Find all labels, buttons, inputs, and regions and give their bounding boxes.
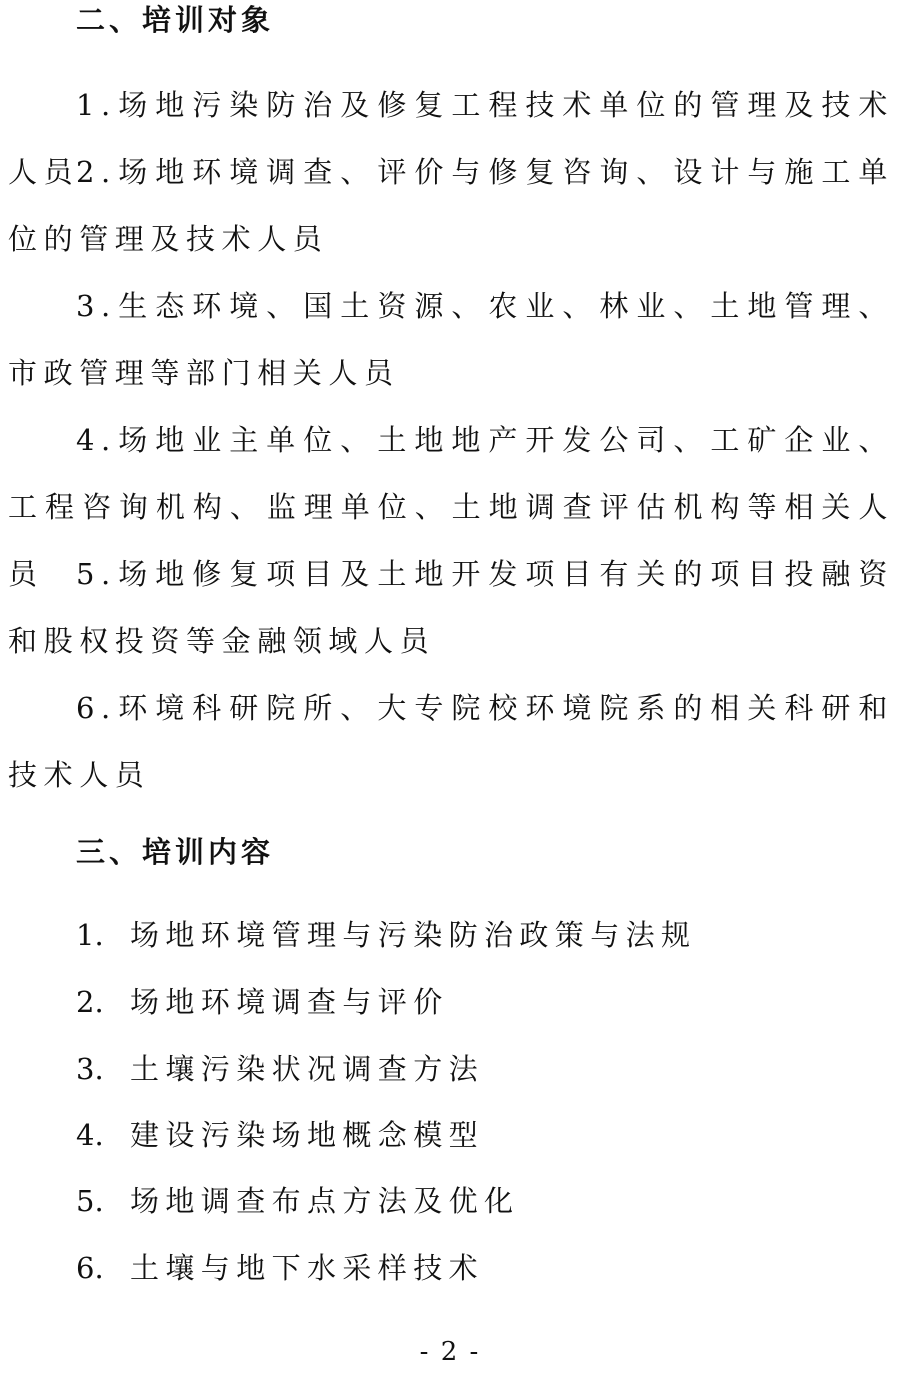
- content-item-text: 场地环境管理与污染防治政策与法规: [130, 918, 697, 952]
- content-item-5: [76, 1181, 519, 1221]
- target-item-5: 5.场地修复项目及土地开发项目有关的项目投融资和股权投资等金融领域人员: [8, 557, 894, 658]
- content-item-text: 土壤污染状况调查方法: [130, 1052, 485, 1086]
- target-item-4: 4.场地业主单位、土地地产开发公司、工矿企业、工程咨询机构、监理单位、土地调查评估机构等相关人员: [8, 423, 894, 591]
- content-item-6: [76, 1248, 484, 1288]
- content-item-3: [76, 1049, 484, 1089]
- content-item-number: 6.: [76, 1251, 104, 1285]
- content-item-text: 土壤与地下水采样技术: [130, 1251, 485, 1285]
- section-heading-training-targets: 二、培训对象: [76, 3, 275, 37]
- content-item-text: 建设污染场地概念模型: [130, 1118, 485, 1152]
- content-item-number: 2.: [76, 985, 104, 1019]
- content-item-number: 5.: [76, 1184, 104, 1218]
- page-number: - 2 -: [419, 1337, 481, 1367]
- section-heading-training-content: 三、培训内容: [76, 835, 275, 869]
- content-item-number: 1.: [76, 918, 104, 952]
- target-item-2: 2.场地环境调查、评价与修复咨询、设计与施工单位的管理及技术人员: [8, 155, 894, 256]
- content-item-4: [76, 1115, 484, 1155]
- content-item-text: 场地环境调查与评价: [130, 985, 449, 1019]
- content-item-number: 3.: [76, 1052, 104, 1086]
- target-item-6: 6.环境科研院所、大专院校环境院系的相关科研和技术人员: [8, 691, 894, 792]
- content-item-1: [76, 915, 696, 955]
- content-item-2: [76, 982, 449, 1022]
- target-item-3: 3.生态环境、国土资源、农业、林业、土地管理、市政管理等部门相关人员: [8, 289, 894, 390]
- target-item-1: 1.场地污染防治及修复工程技术单位的管理及技术人员: [8, 88, 894, 189]
- content-item-number: 4.: [76, 1118, 104, 1152]
- content-item-text: 场地调查布点方法及优化: [130, 1184, 520, 1218]
